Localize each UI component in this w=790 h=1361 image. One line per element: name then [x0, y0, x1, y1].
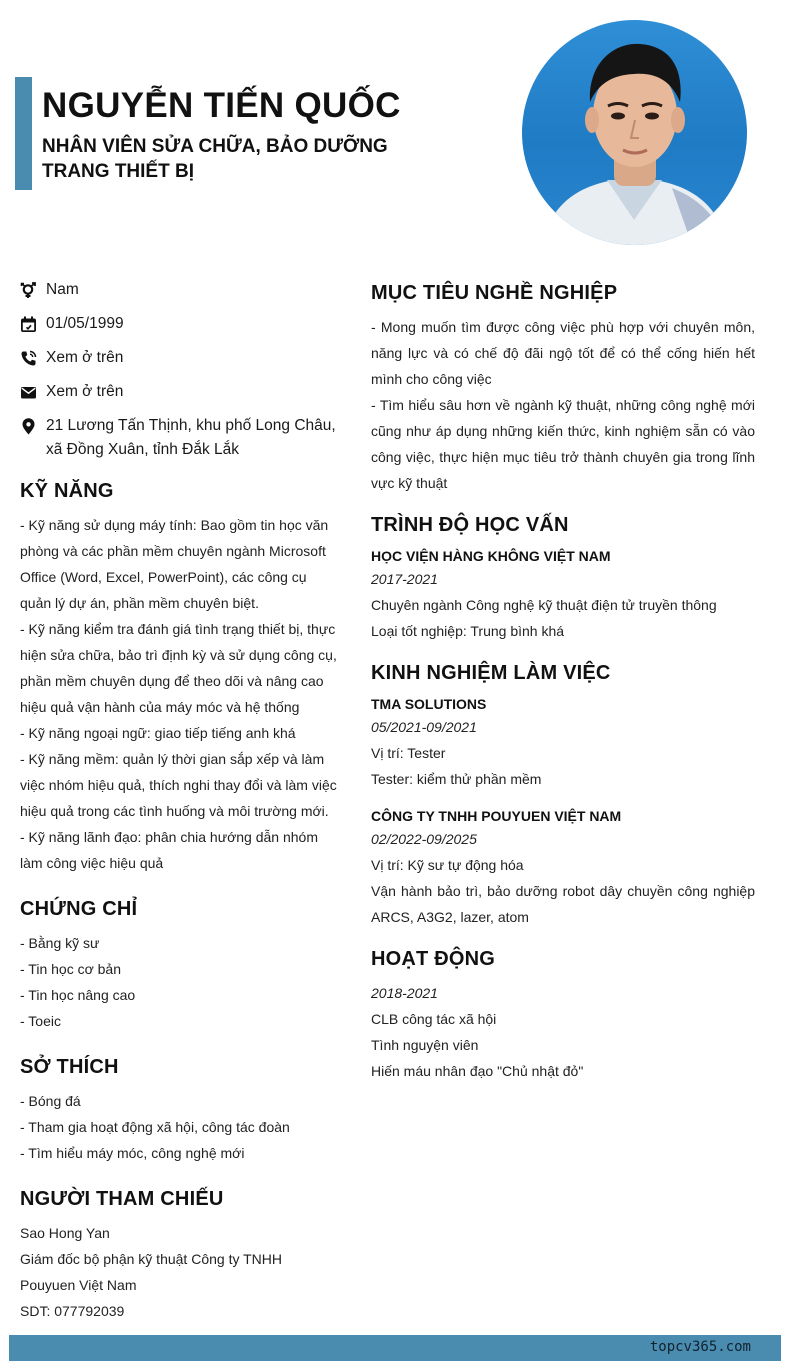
footer-bar — [9, 1335, 781, 1361]
skills-heading: KỸ NĂNG — [20, 480, 114, 502]
certificate-item: - Bằng kỹ sư — [20, 935, 100, 951]
education-grade: Loại tốt nghiệp: Trung bình khá — [371, 623, 565, 639]
contact-email — [20, 380, 340, 404]
hobby-item: - Tham gia hoạt động xã hội, công tác đoàn — [20, 1119, 290, 1135]
job-role: Vị trí: Kỹ sư tự động hóa — [371, 857, 524, 873]
hobbies-heading: SỞ THÍCH — [20, 1056, 119, 1078]
contact-birthday — [20, 312, 340, 336]
certificate-item: - Tin học cơ bản — [20, 961, 122, 977]
phone-icon — [20, 350, 37, 367]
certificates-section — [20, 898, 340, 1034]
education-period: 2017-2021 — [371, 571, 438, 587]
skill-item: - Kỹ năng lãnh đạo: phân chia hướng dẫn nhóm làm công việc hiệu quả — [20, 829, 318, 871]
job-company: TMA SOLUTIONS — [371, 696, 487, 712]
job-description: Vận hành bảo trì, bảo dưỡng robot dây chuyền công nghiệp ARCS, A3G2, lazer, atom — [371, 883, 755, 925]
objective-item: - Mong muốn tìm được công việc phù hợp với chuyên môn, năng lực và có chế độ đãi ngộ tốt để có thể cống hiến hết mình cho công việc — [371, 319, 755, 387]
reference-position: Giám đốc bộ phận kỹ thuật Công ty TNHH Pouyuen Việt Nam — [20, 1251, 282, 1293]
birthday-value: 01/05/1999 — [46, 315, 124, 332]
activity-item: Hiến máu nhân đạo "Chủ nhật đỏ" — [371, 1063, 584, 1079]
footer-site-link[interactable]: topcv365.com — [649, 1339, 751, 1355]
certificate-item: - Toeic — [20, 1013, 61, 1029]
hobby-item: - Tìm hiểu máy móc, công nghệ mới — [20, 1145, 245, 1161]
location-pin-icon — [20, 418, 37, 435]
skill-item: - Kỹ năng mềm: quản lý thời gian sắp xếp và làm việc nhóm hiệu quả, thích nghi thay đổi và làm việc hiệu quả trong các tình huống và môi trường mới. — [20, 751, 337, 819]
education-section — [371, 514, 755, 644]
experience-heading: KINH NGHIỆM LÀM VIỆC — [371, 662, 611, 684]
gender-icon — [20, 282, 37, 299]
certificates-heading: CHỨNG CHỈ — [20, 898, 138, 920]
objective-heading: MỤC TIÊU NGHỀ NGHIỆP — [371, 282, 618, 304]
education-major: Chuyên ngành Công nghệ kỹ thuật điện tử truyền thông — [371, 597, 717, 613]
activity-item: Tình nguyện viên — [371, 1037, 479, 1053]
experience-section — [371, 662, 755, 930]
skill-item: - Kỹ năng sử dụng máy tính: Bao gồm tin học văn phòng và các phần mềm chuyên ngành Microsoft Office (Word, Excel, PowerPoint), các công cụ quản lý dự án, phần mềm chuyên biệt. — [20, 517, 329, 611]
job-period: 05/2021-09/2021 — [371, 719, 477, 735]
calendar-icon — [20, 316, 37, 333]
reference-phone: SDT: 077792039 — [20, 1303, 125, 1319]
email-value: Xem ở trên — [46, 383, 124, 400]
profile-photo — [522, 20, 747, 245]
address-value: 21 Lương Tấn Thịnh, khu phố Long Châu, xã Đồng Xuân, tỉnh Đắk Lắk — [46, 417, 336, 458]
reference-name: Sao Hong Yan — [20, 1225, 110, 1241]
job-company: CÔNG TY TNHH POUYUEN VIỆT NAM — [371, 808, 622, 824]
activities-section — [371, 948, 755, 1084]
contact-phone — [20, 346, 340, 370]
references-section — [20, 1188, 340, 1324]
skills-section — [20, 480, 340, 876]
activities-heading: HOẠT ĐỘNG — [371, 948, 496, 970]
education-school: HỌC VIỆN HÀNG KHÔNG VIỆT NAM — [371, 548, 611, 564]
references-heading: NGƯỜI THAM CHIẾU — [20, 1188, 224, 1210]
activity-item: CLB công tác xã hội — [371, 1011, 497, 1027]
skill-item: - Kỹ năng ngoại ngữ: giao tiếp tiếng anh khá — [20, 725, 296, 741]
candidate-title: NHÂN VIÊN SỬA CHỮA, BẢO DƯỠNG TRANG THIẾT BỊ — [42, 136, 388, 182]
education-heading: TRÌNH ĐỘ HỌC VẤN — [371, 514, 569, 536]
hobbies-section — [20, 1056, 340, 1166]
profile-photo-illustration — [522, 20, 747, 245]
phone-value: Xem ở trên — [46, 349, 124, 366]
left-column — [20, 278, 340, 1324]
activities-period: 2018-2021 — [371, 985, 438, 1001]
objective-section — [371, 282, 755, 496]
job-entry — [371, 694, 755, 792]
job-role: Vị trí: Tester — [371, 745, 446, 761]
envelope-icon — [20, 384, 37, 401]
candidate-name: NGUYỄN TIẾN QUỐC — [42, 86, 401, 125]
header-accent-bar — [15, 77, 32, 190]
skill-item: - Kỹ năng kiểm tra đánh giá tình trạng thiết bị, thực hiện sửa chữa, bảo trì định kỳ và sử dụng công cụ, phần mềm chuyên dụng để theo dõi và nâng cao hiệu quả vận hành của máy móc và hệ thống — [20, 621, 337, 715]
gender-value: Nam — [46, 281, 79, 298]
job-entry — [371, 806, 755, 930]
job-period: 02/2022-09/2025 — [371, 831, 477, 847]
certificate-item: - Tin học nâng cao — [20, 987, 136, 1003]
hobby-item: - Bóng đá — [20, 1093, 81, 1109]
contact-address — [20, 414, 340, 462]
objective-item: - Tìm hiểu sâu hơn về ngành kỹ thuật, những công nghệ mới cũng như áp dụng những kiến thức, kinh nghiệm sẵn có vào công việc, thực hiện mục tiêu trở thành chuyên gia trong lĩnh vực kỹ thuật — [371, 397, 755, 491]
right-column — [371, 282, 755, 1102]
job-description: Tester: kiểm thử phần mềm — [371, 771, 542, 787]
contact-gender — [20, 278, 340, 302]
